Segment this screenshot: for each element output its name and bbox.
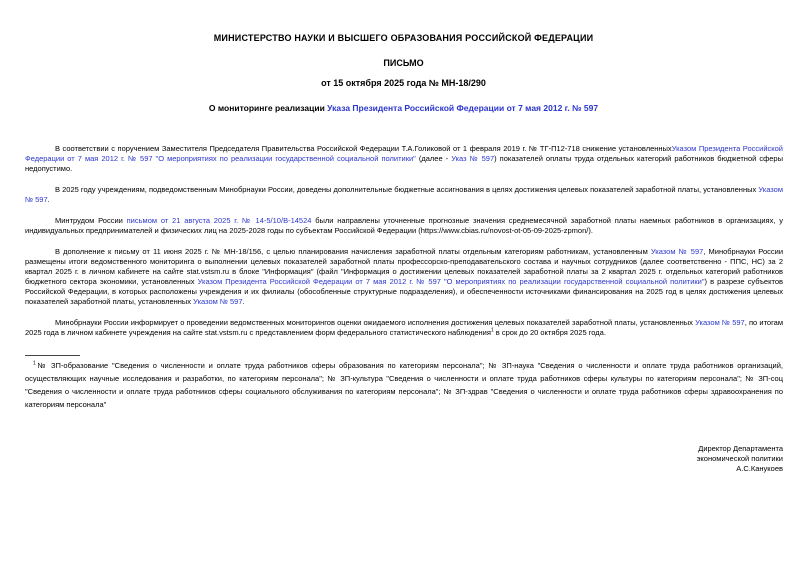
document-link[interactable]: Указом Президента Российской Федерации от 7 мая 2012 г. № 597 "О мероприятиях по реализации государственной социальной политики" xyxy=(197,277,705,286)
paragraph-3 xyxy=(25,216,783,236)
document-link[interactable]: Указом № 597 xyxy=(193,297,243,306)
document-link[interactable]: Указом № 597 xyxy=(25,185,783,204)
footnote-marker: 1 xyxy=(490,327,494,334)
text-segment: Минобрнауки России информирует о проведении ведомственных мониторингов оценки ожидаемого исполнения достижения целевых показателей заработной платы, установленных xyxy=(55,318,696,327)
text-segment: были направлены уточненные прогнозные значения среднемесячной заработной платы наемных работников в организациях, у индивидуальных предпринимателей и физических лиц на 2025-2028 годы по субъектам Российской Федерации (https://www.cbias.ru/novost-ot-05-09-2025-zpmon/). xyxy=(25,216,783,235)
text-segment: , по итогам 2025 года в личном кабинете учреждения на сайте stat.vstsm.ru с представлением форм федерального статистического наблюдения xyxy=(25,318,783,337)
text-segment: В соответствии с поручением Заместителя Председателя Правительства Российской Федерации Т.А.Голиковой от 1 февраля 2019 г. № ТГ-П12-718 снижение установленных xyxy=(55,144,672,153)
text-segment: № ЗП-образование "Сведения о численности и оплате труда работников сферы образования по категориям персонала"; № ЗП-наука "Сведения о численности и оплате труда работников организаций, осуществляющих научные исследования и разработки, по категориям персонала"; № ЗП-культура "Сведения о численности и оплате труда работников сферы культуры по категориям персонала"; № ЗП-соц "Сведения о численности и оплате труда работников сферы социального обслуживания по категориям персонала"; № ЗП-здрав "Сведения о численности и оплате труда работников сферы здравоохранения по категориям персонала" xyxy=(25,361,783,409)
text-segment: ) показателей оплаты труда отдельных категорий работников бюджетной сферы недопустимо. xyxy=(25,154,783,173)
text-segment: О мониторинге реализации xyxy=(208,103,328,113)
text-segment: Минтрудом России xyxy=(55,216,127,225)
paragraph-5 xyxy=(25,318,783,338)
text-segment: в срок до 20 октября 2025 года. xyxy=(493,328,606,337)
footnote-text xyxy=(0,359,807,411)
text-segment: ) в разрезе субъектов Российской Федерации, в которых расположены учреждения и их филиалы (обособленные структурные подразделения), и обеспеченности источниками финансирования на 2025 год в целях достижения целевых показателей заработной платы, установленных xyxy=(25,277,783,306)
text-segment: В дополнение к письму от 11 июня 2025 г. № МН-18/156, с целью планирования начисления заработной платы отдельным категориям работникам, установленным xyxy=(55,247,651,256)
document-body xyxy=(0,144,807,338)
paragraph-1 xyxy=(25,144,783,174)
paragraph-2 xyxy=(25,185,783,205)
document-link[interactable]: Указа Президента Российской Федерации от 7 мая 2012 г. № 597 xyxy=(327,103,599,113)
document-header xyxy=(0,0,807,113)
document-link[interactable]: Указ № 597 xyxy=(451,154,495,163)
signature-position-line-1: Директор Департамента xyxy=(698,444,783,453)
document-link[interactable]: письмом от 21 августа 2025 г. № 14-5/10/В-14524 xyxy=(126,216,312,225)
signature-block xyxy=(0,444,807,474)
text-segment: В 2025 году учреждениям, подведомственным Минобрнауки России, доведены дополнительные бюджетные ассигнования в целях достижения целевых показателей заработной платы, установленных xyxy=(55,185,759,194)
document-link[interactable]: Указом № 597 xyxy=(695,318,745,327)
document-subject xyxy=(0,103,807,113)
document-link[interactable]: Указом № 597 xyxy=(650,247,704,256)
ministry-title: МИНИСТЕРСТВО НАУКИ И ВЫСШЕГО ОБРАЗОВАНИЯ РОССИЙСКОЙ ФЕДЕРАЦИИ xyxy=(213,33,594,43)
text-segment: , Минобрнауки России размещены итоги ведомственного мониторинга о выполнении целевых показателей заработной платы профессорско-преподавательского состава и научных сотрудников (далее соответственно - ППС, НС) за 2 квартал 2025 г. в личном кабинете на сайте stat.vstsm.ru в блоке "Информация" (файл "Информация о достижении целевых показателей заработной платы за 2 квартал 2025 г. отдельных категорий работников бюджетного сектора экономики, установленных xyxy=(25,247,784,286)
footnote-separator xyxy=(25,355,80,356)
paragraph-4 xyxy=(25,247,783,307)
text-segment: (далее - xyxy=(415,154,452,163)
document-date-number: от 15 октября 2025 года № МН-18/290 xyxy=(321,78,486,88)
text-segment: . xyxy=(47,195,50,204)
document-type: ПИСЬМО xyxy=(383,58,424,68)
signature-name: А.С.Канукоев xyxy=(736,464,783,473)
document-link[interactable]: Указом Президента Российской Федерации от 7 мая 2012 г. № 597 "О мероприятиях по реализации государственной социальной политики" xyxy=(25,144,783,163)
signature-position-line-2: экономической политики xyxy=(696,454,783,463)
footnote-marker: 1 xyxy=(33,360,36,367)
text-segment: . xyxy=(242,297,245,306)
